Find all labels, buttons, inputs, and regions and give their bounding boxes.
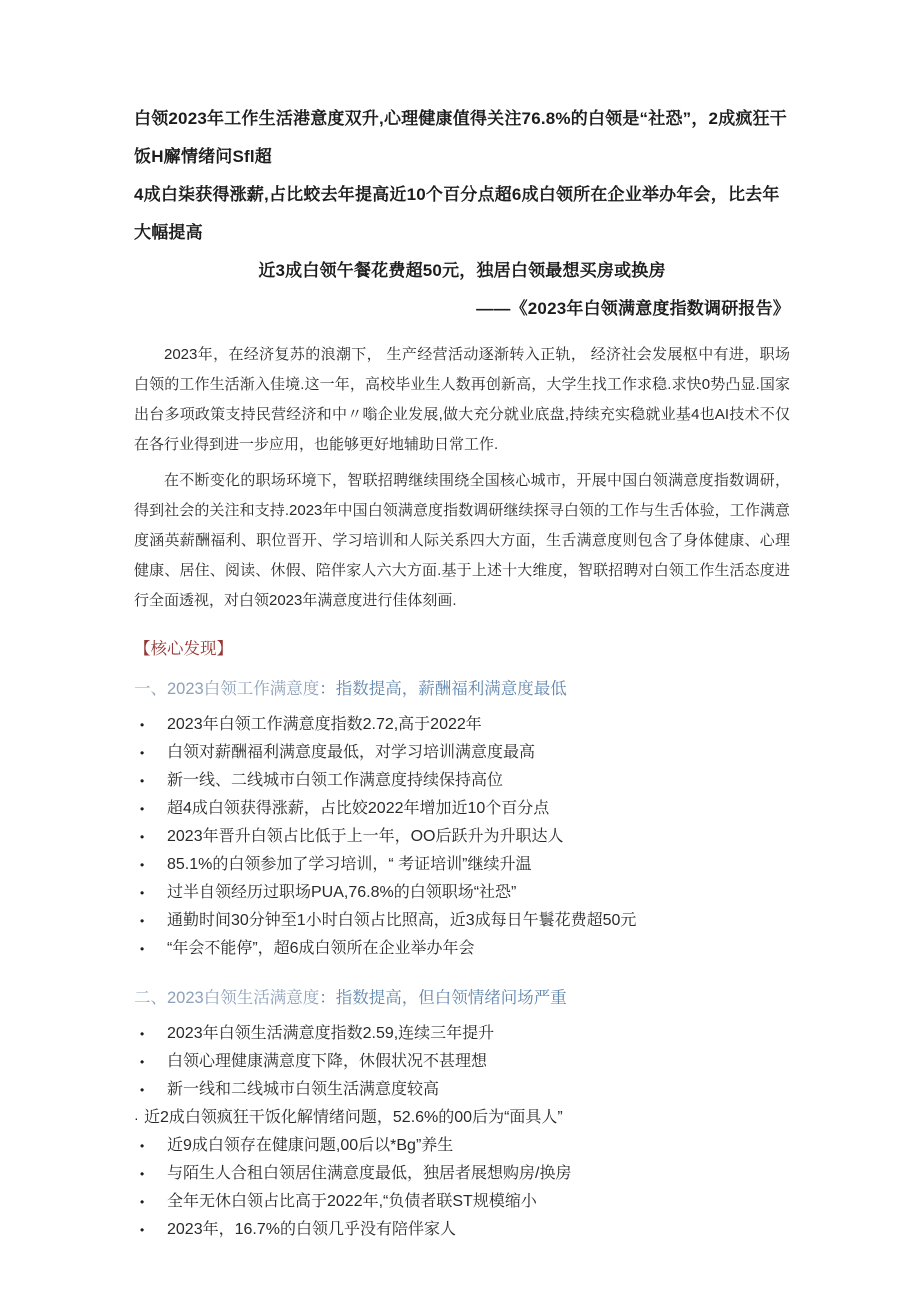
work-bullet-5 [134, 823, 790, 851]
bullet-dot-icon: • [140, 858, 145, 872]
work-bullet-9 [134, 935, 790, 963]
life-bullet-7 [134, 1188, 790, 1216]
section-title-work [134, 676, 790, 702]
life-bullet-8-text: 2023年，16.7%的白领几乎没有陪伴家人 [167, 1221, 456, 1238]
work-bullet-7-text: 过半自领经历过职场PUA,76.8%的白领职场“社恐” [167, 884, 517, 901]
bullet-dot-icon: • [140, 1167, 145, 1181]
work-bullet-6 [134, 851, 790, 879]
life-bullet-6-text: 与陌生人合租白领居住满意度最低，独居者展想购房/换房 [167, 1165, 572, 1182]
life-bullet-2 [134, 1048, 790, 1076]
work-bullet-2 [134, 739, 790, 767]
bullet-dot-icon: • [140, 942, 145, 956]
life-bullet-2-text: 白领心理健康满意度下降，休假状况不甚理想 [167, 1053, 488, 1070]
bullet-dot-icon: • [140, 886, 145, 900]
middot-bullet-icon: · [134, 1110, 139, 1126]
title-source-line: ——《2023年白领满意度指数调研报告》 [476, 299, 790, 318]
bullet-dot-icon: • [140, 1223, 145, 1237]
bullet-dot-icon: • [140, 830, 145, 844]
life-bullet-list [134, 1020, 790, 1244]
intro-paragraph-2: 在不断变化的职场环境下，智联招聘继续围绕全国核心城市，开展中国白领满意度指数调研，得到社会的关注和支持.2023年中国白领满意度指数调研继续探寻白领的工作与生舌体验，工作满意度涵英薪酬福利、职位晋开、学习培训和人际关系四大方面，生舌满意度则包含了身体健康、心理健康、居住、阅读、休假、陪伴家人六大方面.基于上述十大维度，智联招聘对白领工作生活态度进行全面透视，对白领2023年满意度进行佳体刻画. [134, 472, 790, 609]
life-bullet-4 [134, 1104, 790, 1132]
life-bullet-7-text: 全年无休白领占比高于2022年,“负债者联ST规模缩小 [167, 1193, 537, 1210]
life-bullet-5-text: 近9成白领存在健康问题,00后以*Bg”养生 [167, 1137, 454, 1154]
work-bullet-4 [134, 795, 790, 823]
life-bullet-6 [134, 1160, 790, 1188]
title-line-1: 白领2023年工作生活港意度双升,心理健康值得关注76.8%的白领是“社恐”，2成疯狂干饭H廨情绪问Sfl超 [134, 109, 787, 166]
document-title-block [134, 100, 790, 328]
bullet-dot-icon: • [140, 746, 145, 760]
section-title-life [134, 985, 790, 1011]
work-bullet-3-text: 新一线、二线城市白领工作满意度持续保持高位 [167, 772, 504, 789]
work-bullet-3 [134, 767, 790, 795]
work-bullet-1-text: 2023年白领工作满意度指数2.72,高于2022年 [167, 716, 482, 733]
life-bullet-3 [134, 1076, 790, 1104]
work-bullet-8-text: 通勤时间30分钟至1小时白领占比照高，近3成每日午鬟花费超50元 [167, 912, 637, 929]
work-bullet-8 [134, 907, 790, 935]
work-bullet-4-text: 超4成白领获得涨薪，占比姣2022年增加近10个百分点 [167, 800, 550, 817]
intro-paragraph-1: 2023年，在经济复苏的浪潮下， 生产经营活动逐渐转入正轨， 经济社会发展枢中有进，职场白领的工作生活渐入佳境.这一年，高校毕业生人数再创新高，大学生找工作求稳.求快0势凸显.国家出台多项政策支持民营经济和中〃嗡企业发展,做大充分就业底盘,持续充实稳就业基4也AI技术不仅在各行业得到进一步应用，也能够更好地辅助日常工作. [134, 346, 790, 453]
life-bullet-3-text: 新一线和二线城市白领生活满意度较高 [167, 1081, 440, 1098]
work-bullet-1 [134, 711, 790, 739]
title-line-3: 近3成白领午餐花费超50元，独居白领最想买房或换房 [258, 261, 666, 280]
section-title-work-main: 一、2023白领工作满意度 [134, 680, 320, 698]
title-line-2: 4成白柒获得涨薪,占比蛟去年提高近10个百分点超6成白领所在企业举办年会，比去年大幅提高 [134, 185, 780, 242]
bullet-dot-icon: • [140, 774, 145, 788]
life-bullet-5 [134, 1132, 790, 1160]
work-bullet-6-text: 85.1%的白领参加了学习培训，“ 考证培训”继续升温 [167, 856, 532, 873]
life-bullet-1-text: 2023年白领生活满意度指数2.59,连续三年提升 [167, 1025, 495, 1042]
section-title-work-sub: ：指数提高，薪酬福利满意度最低 [319, 680, 567, 698]
work-bullet-5-text: 2023年晋升白领占比低于上一年，OO后跃升为升职达人 [167, 828, 564, 845]
bullet-dot-icon: • [140, 1083, 145, 1097]
work-bullet-7 [134, 879, 790, 907]
bullet-dot-icon: • [140, 1055, 145, 1069]
bullet-dot-icon: • [140, 1195, 145, 1209]
life-bullet-8 [134, 1216, 790, 1244]
life-bullet-4-text: 近2成白领疯狂干饭化解情绪问题，52.6%的00后为“面具人” [144, 1109, 563, 1126]
bullet-dot-icon: • [140, 914, 145, 928]
section-title-life-sub: ：指数提高，但白领情绪问场严重 [319, 989, 567, 1007]
bullet-dot-icon: • [140, 1139, 145, 1153]
bullet-dot-icon: • [140, 1027, 145, 1041]
bullet-dot-icon: • [140, 718, 145, 732]
core-findings-heading: 【核心发现】 [134, 640, 233, 658]
work-bullet-9-text: “年会不能停”，超6成白领所在企业举办年会 [167, 940, 475, 957]
section-title-life-main: 二、2023白领生活满意度 [134, 989, 320, 1007]
work-bullet-list [134, 711, 790, 963]
life-bullet-1 [134, 1020, 790, 1048]
bullet-dot-icon: • [140, 802, 145, 816]
work-bullet-2-text: 白领对薪酬福利满意度最低，对学习培训满意度最高 [167, 744, 536, 761]
